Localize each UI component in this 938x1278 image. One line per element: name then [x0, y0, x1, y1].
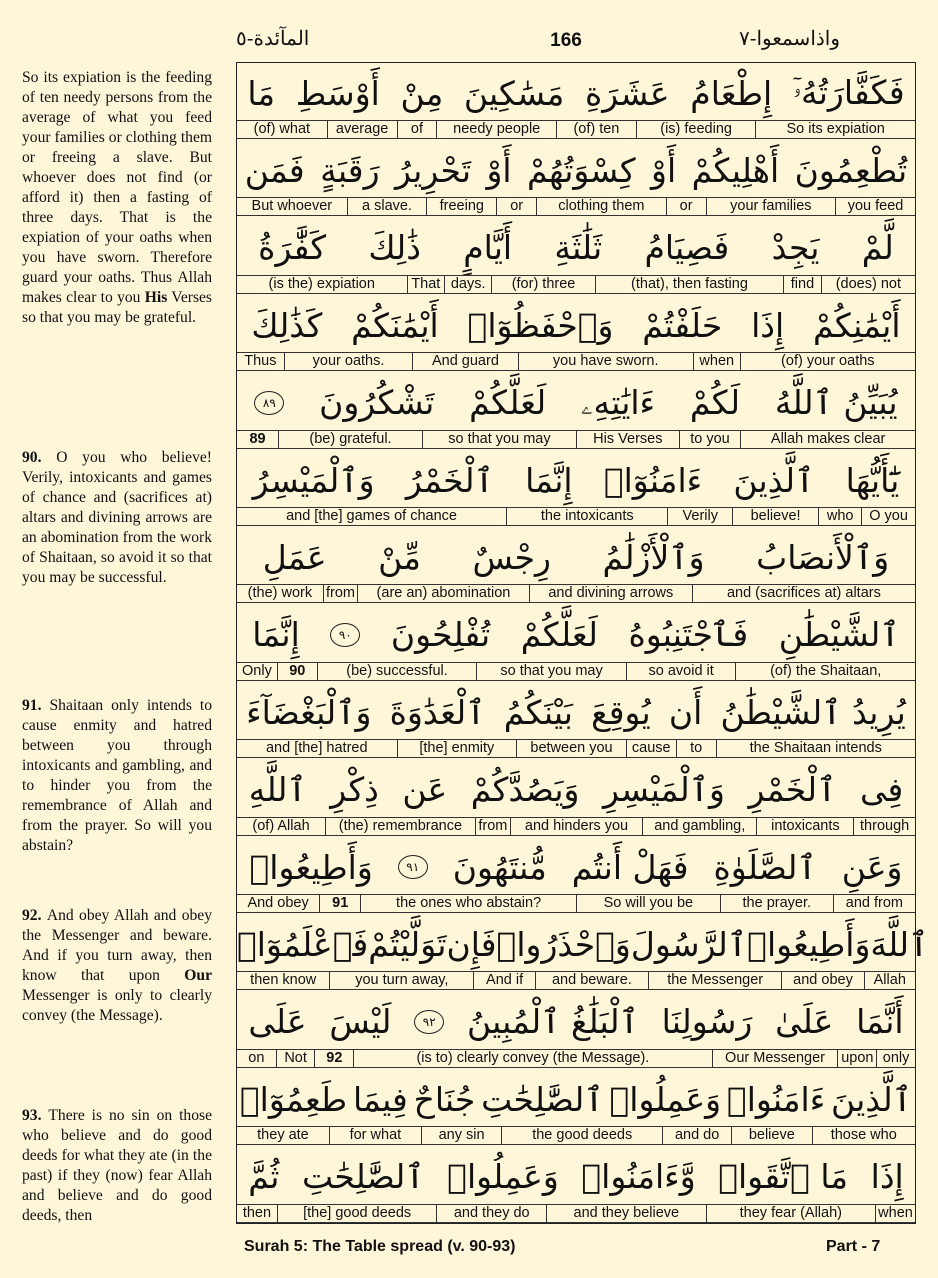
arabic-word: كِسْوَتُهُمْ: [527, 150, 636, 190]
arabic-word: تُطْعِمُونَ: [794, 150, 908, 190]
arabic-word: إِطْعَامُ: [690, 73, 773, 113]
gloss-verse-number: 90: [277, 663, 317, 680]
ayah-end-marker: ٩٠: [330, 623, 360, 647]
gloss-cell: those who: [812, 1127, 915, 1144]
gloss-cell: (of) the Shaitaan,: [735, 663, 914, 680]
arabic-word: فَكَفَّارَتُهُۥٓ: [792, 73, 905, 112]
arabic-word: لَعَلَّكُمْ: [520, 615, 598, 655]
gloss-cell: the prayer.: [720, 895, 833, 912]
ayah-end-marker: ٩١: [398, 855, 428, 879]
gloss-row: [237, 1049, 915, 1068]
gloss-cell: they ate: [257, 1127, 309, 1144]
translation-emphasis: His: [144, 289, 168, 306]
gloss-row: [237, 662, 915, 681]
gloss-cell: when: [875, 1205, 915, 1222]
arabic-word: يُبَيِّنُ ٱللَّهُ: [774, 383, 898, 423]
gloss-cell: to you: [679, 431, 741, 448]
gloss-cell: a slave.: [347, 198, 427, 215]
gloss-cell: (of) Allah: [252, 817, 310, 834]
surah-name-header: المآئدة-٥: [236, 26, 310, 50]
gloss-row: [237, 430, 915, 449]
arabic-word: إِنَّمَا: [252, 615, 300, 655]
arabic-line: [237, 918, 929, 970]
gloss-row: [237, 739, 915, 758]
gloss-cell: cause: [626, 740, 676, 757]
gloss-cell: So its expiation: [755, 121, 915, 138]
arabic-line: [237, 996, 915, 1048]
gloss-cell: So will you be: [576, 895, 720, 912]
arabic-word: مَسَٰكِينَ: [463, 73, 565, 113]
gloss-cell: O you: [861, 508, 915, 525]
word-by-word-grid: [236, 62, 929, 1224]
gloss-cell: then: [242, 1204, 272, 1221]
gloss-cell: and they do: [436, 1205, 546, 1222]
gloss-cell: any sin: [421, 1127, 501, 1144]
arabic-line: [237, 67, 915, 119]
gloss-cell: of: [397, 121, 437, 138]
gloss-cell: (be) successful.: [317, 663, 477, 680]
gloss-row: [237, 120, 915, 139]
gloss-cell: so that you may: [476, 663, 626, 680]
arabic-line: [237, 222, 915, 274]
gloss-verse-number: 89: [249, 430, 266, 447]
arabic-word: إِذَا: [870, 1157, 904, 1197]
gloss-cell: clothing them: [536, 198, 666, 215]
arabic-word: لَّمْ: [861, 228, 894, 268]
gloss-cell: and gambling,: [642, 818, 756, 835]
arabic-word: تَحْرِيرُ: [394, 150, 472, 190]
arabic-word: ثَلَٰثَةِ: [554, 228, 603, 268]
arabic-word: ٱلْعَدَٰوَةَ: [389, 692, 486, 732]
gloss-cell: then know: [250, 972, 317, 989]
arabic-word: عَمَلِ: [262, 537, 327, 577]
arabic-word: فَهَلْ أَنتُم: [571, 847, 689, 887]
arabic-word: ٱلصَّلَوٰةِ: [713, 847, 817, 887]
gloss-verse-number: 91: [319, 895, 360, 912]
gloss-cell: And obey: [247, 895, 309, 911]
arabic-word: ءَايَٰتِهِۦ: [581, 382, 656, 422]
gloss-cell: Only: [242, 662, 272, 679]
arabic-word: ذَٰلِكَ: [368, 228, 421, 268]
gloss-cell: or: [496, 198, 536, 215]
arabic-word: وَٱلْمَيْسِرِ: [602, 770, 725, 810]
arabic-word: مَا ٱتَّقَوا۟: [718, 1157, 849, 1197]
arabic-word: كَفَّٰرَةُ: [258, 228, 327, 268]
gloss-cell: upon: [837, 1050, 876, 1067]
gloss-cell: believe: [731, 1127, 811, 1144]
surah-footer: Surah 5: The Table spread (v. 90-93): [244, 1238, 516, 1255]
arabic-word: يَجِدْ: [771, 228, 820, 268]
juz-name-header: واذاسمعوا-٧: [738, 26, 840, 50]
gloss-row: [237, 1126, 915, 1145]
gloss-cell: Verily: [667, 508, 732, 525]
arabic-word: طَعِمُوٓا۟: [239, 1079, 348, 1119]
translation-paragraph: [22, 906, 212, 1026]
ayah-end-marker: ٩٢: [414, 1010, 444, 1034]
arabic-word: أَيْمَٰنَكُمْ: [351, 305, 439, 345]
arabic-word: وَّءَامَنُوا۟: [581, 1157, 696, 1197]
gloss-cell: from: [323, 585, 357, 602]
gloss-row: [237, 584, 915, 603]
translation-text: O you who believe! Verily, intoxicants and games of chance and (sacrifices at) altars and divining arrows are an abomination from the work of Shaitaan, so avoid it so that you may be successful.: [22, 449, 212, 586]
verse-number: 93.: [22, 1107, 49, 1124]
arabic-line: [237, 454, 915, 506]
arabic-word: فَمَن: [244, 150, 305, 190]
translation-text: Messenger is only to clearly convey (the Message).: [22, 987, 212, 1024]
gloss-row: [237, 817, 915, 836]
gloss-cell: And guard: [412, 353, 517, 370]
gloss-cell: when: [693, 353, 740, 370]
arabic-word: عَن: [402, 770, 448, 810]
arabic-word: حَلَفْتُمْ: [642, 305, 723, 345]
arabic-word: عَلَى: [248, 1002, 307, 1042]
arabic-word: وَأَطِيعُوا۟: [249, 847, 373, 887]
arabic-word: وَعَمِلُوا۟: [609, 1079, 722, 1119]
translation-paragraph: [22, 1106, 212, 1226]
gloss-cell: (the) work: [247, 585, 313, 602]
arabic-word: فَٱجْتَنِبُوهُ: [628, 615, 749, 655]
gloss-cell: for what: [329, 1127, 421, 1144]
arabic-word: فَٱعْلَمُوٓا۟: [237, 924, 369, 964]
gloss-cell: (be) grateful.: [278, 431, 422, 448]
gloss-row: [237, 197, 915, 216]
arabic-word: أَيَّامٍ: [463, 228, 513, 268]
arabic-word: أَن: [668, 692, 703, 732]
gloss-cell: the Shaitaan intends: [716, 740, 915, 757]
gloss-row: [237, 352, 915, 371]
arabic-line: [237, 1151, 915, 1203]
arabic-line: [237, 299, 915, 351]
gloss-cell: find: [783, 276, 821, 293]
arabic-word: ٱلْخَمْرِ: [748, 770, 837, 810]
arabic-word: وَأَطِيعُوا۟: [747, 924, 871, 964]
gloss-cell: (of) your oaths: [740, 353, 915, 370]
verse-number: 90.: [22, 449, 57, 466]
gloss-cell: and they believe: [546, 1205, 706, 1222]
gloss-cell: Allah makes clear: [740, 431, 915, 448]
arabic-word: فِيمَا: [352, 1079, 408, 1119]
arabic-word: ٱلْخَمْرُ: [405, 460, 494, 500]
arabic-word: جُنَاحٌ: [413, 1079, 476, 1119]
gloss-cell: And if: [473, 972, 535, 989]
arabic-word: وَٱحْفَظُوٓا۟: [467, 305, 614, 345]
arabic-word: ٱللَّهَ: [870, 924, 929, 964]
gloss-cell: and from: [833, 895, 915, 912]
gloss-cell: Not: [276, 1050, 315, 1067]
arabic-word: ءَامَنُوا۟: [726, 1079, 826, 1119]
gloss-cell: and (sacrifices at) altars: [692, 585, 915, 602]
arabic-word: أَوْ: [486, 150, 512, 190]
arabic-word: إِنَّمَا: [525, 460, 573, 500]
arabic-word: يُرِيدُ ٱلشَّيْطَٰنُ: [720, 692, 906, 732]
arabic-word: وَعَنِ: [841, 847, 903, 887]
arabic-line: [237, 609, 915, 661]
arabic-word: أَوْسَطِ: [295, 73, 380, 113]
gloss-cell: That: [407, 276, 445, 293]
part-footer: Part - 7: [826, 1238, 881, 1255]
arabic-word: تُفْلِحُونَ: [390, 615, 491, 655]
arabic-word: تَوَلَّيْتُمْ: [368, 924, 447, 964]
arabic-word: بَيْنَكُمُ: [503, 692, 573, 732]
gloss-cell: you have sworn.: [518, 353, 693, 370]
gloss-cell: freeing: [426, 198, 496, 215]
arabic-word: وَعَمِلُوا۟: [447, 1157, 559, 1197]
gloss-cell: and do: [662, 1127, 731, 1144]
arabic-word: ءَامَنُوٓا۟: [603, 460, 703, 500]
arabic-word: عَشَرَةِ: [585, 73, 670, 113]
gloss-cell: and beware.: [535, 972, 648, 989]
gloss-cell: But whoever: [251, 198, 333, 215]
gloss-cell: they fear (Allah): [706, 1205, 876, 1222]
arabic-word: فَإِن: [446, 924, 497, 964]
arabic-word: تَشْكُرُونَ: [319, 383, 435, 423]
gloss-cell: you turn away,: [329, 972, 473, 989]
arabic-word: رِجْسٌ: [472, 537, 551, 577]
arabic-word: وَيَصُدَّكُمْ: [470, 770, 580, 810]
arabic-word: ٱلرَّسُولَ: [630, 924, 748, 964]
verse-number: 92.: [22, 907, 47, 924]
translation-text: Shaitaan only intends to cause enmity and hatred between you through intoxicants and gambling, and to hinder you from the remembrance of Allah and from the prayer. So will you abstain?: [22, 697, 212, 854]
arabic-line: [237, 764, 915, 816]
gloss-row: [237, 1204, 915, 1223]
arabic-word: فِى: [859, 770, 904, 810]
gloss-cell: and obey: [781, 972, 863, 989]
arabic-word: يَٰٓأَيُّهَا: [845, 460, 900, 500]
arabic-word: كَذَٰلِكَ: [251, 305, 323, 345]
arabic-word: ٱلشَّيْطَٰنِ: [778, 615, 900, 655]
translation-paragraph: [22, 448, 212, 588]
arabic-word: لَكُمْ: [689, 383, 741, 423]
arabic-line: [237, 377, 915, 429]
gloss-cell: or: [666, 198, 706, 215]
arabic-word: فَصِيَامُ: [644, 228, 730, 268]
gloss-cell: (for) three: [491, 276, 595, 293]
gloss-row: [237, 971, 915, 990]
arabic-word: أَنَّمَا: [856, 1002, 904, 1042]
translation-text: And obey Allah and obey the Messenger and beware. And if you turn away, then know that upon: [22, 907, 213, 984]
arabic-line: [237, 531, 915, 583]
gloss-cell: only: [876, 1050, 915, 1067]
arabic-line: [237, 144, 915, 196]
gloss-cell: (is) feeding: [636, 121, 756, 138]
gloss-cell: through: [853, 818, 915, 835]
gloss-cell: between you: [516, 740, 626, 757]
arabic-word: ٱلصَّٰلِحَٰتِ: [481, 1079, 604, 1119]
gloss-cell: Thus: [244, 353, 277, 370]
arabic-word: رَقَبَةٍ: [320, 150, 380, 190]
arabic-word: ٱلَّذِينَ: [831, 1079, 913, 1119]
arabic-line: [237, 686, 915, 738]
gloss-cell: [the] enmity: [397, 740, 517, 757]
gloss-cell: on: [248, 1049, 265, 1066]
gloss-cell: from: [475, 818, 510, 835]
translation-emphasis: Our: [184, 967, 212, 984]
gloss-cell: so that you may: [422, 431, 576, 448]
translation-text: So its expiation is the feeding of ten needy persons from the average of what you feed your families or clothing them or freeing a slave. But whoever does not find (or afford it) then a fasting of three days. That is the expiation of your oaths when you have sworn. Therefore guard your oaths. Thus Allah makes clear to you: [22, 69, 212, 306]
gloss-row: [237, 507, 915, 526]
arabic-word: إِذَا: [751, 305, 785, 345]
arabic-word: مِّنْ: [378, 537, 421, 577]
arabic-word: أَهْلِيكُمْ: [691, 150, 780, 190]
translation-text: There is no sin on those who believe and do good deeds for what they ate (in the past) if they (now) fear Allah and believe and do good deeds, then: [22, 1107, 212, 1224]
gloss-row: [237, 894, 915, 913]
gloss-verse-number: 92: [314, 1050, 353, 1067]
gloss-cell: the good deeds: [501, 1127, 662, 1144]
gloss-cell: average: [327, 121, 397, 138]
gloss-cell: the Messenger: [648, 972, 782, 989]
gloss-cell: (is the) expiation: [268, 275, 375, 292]
gloss-cell: intoxicants: [756, 818, 853, 835]
arabic-word: وَٱلْأَنصَابُ: [756, 537, 890, 577]
arabic-word: ٱلصَّٰلِحَٰتِ: [301, 1157, 425, 1197]
arabic-word: ثُمَّ: [248, 1157, 280, 1197]
arabic-word: أَيْمَٰنِكُمْ: [812, 305, 901, 345]
arabic-word: عَلَىٰ: [775, 1002, 834, 1042]
translation-text: Verses so that you may be grateful.: [22, 289, 212, 326]
gloss-cell: and [the] hatred: [265, 740, 368, 757]
page-number: 166: [550, 30, 582, 51]
arabic-word: مُّنتَهُونَ: [452, 847, 547, 887]
gloss-cell: the ones who abstain?: [360, 895, 576, 912]
arabic-word: رَسُولِنَا: [661, 1002, 753, 1042]
translation-paragraph: [22, 68, 212, 328]
arabic-word: مَا: [247, 73, 276, 113]
arabic-word: أَوْ: [651, 150, 677, 190]
gloss-cell: who: [818, 508, 861, 525]
gloss-cell: His Verses: [576, 431, 679, 448]
arabic-line: [237, 841, 915, 893]
gloss-cell: (does) not: [821, 276, 915, 293]
gloss-cell: needy people: [436, 121, 556, 138]
arabic-word: ذِكْرِ: [330, 770, 379, 810]
gloss-cell: and divining arrows: [529, 585, 692, 602]
gloss-cell: (are an) abomination: [357, 585, 529, 602]
gloss-cell: (is to) clearly convey (the Message).: [353, 1050, 711, 1067]
gloss-cell: you feed: [835, 198, 915, 215]
gloss-cell: your oaths.: [284, 353, 413, 370]
gloss-cell: (the) remembrance: [325, 818, 475, 835]
gloss-cell: the intoxicants: [506, 508, 667, 525]
gloss-cell: (of) what: [253, 121, 311, 137]
ayah-end-marker: ٨٩: [254, 391, 284, 415]
arabic-word: ٱلْبَلَٰغُ ٱلْمُبِينُ: [467, 1002, 639, 1042]
gloss-cell: days.: [444, 276, 491, 293]
arabic-word: وَٱلْمَيْسِرُ: [252, 460, 375, 500]
gloss-cell: [the] good deeds: [277, 1205, 437, 1222]
arabic-word: مِنْ: [400, 73, 444, 113]
arabic-word: ٱللَّهِ: [248, 770, 307, 810]
arabic-word: يُوقِعَ: [591, 692, 651, 732]
gloss-cell: (of) ten: [556, 121, 636, 138]
arabic-word: ٱلَّذِينَ: [733, 460, 815, 500]
arabic-word: وَٱلْبَغْضَآءَ: [246, 692, 372, 732]
verse-number: 91.: [22, 697, 50, 714]
gloss-cell: believe!: [732, 508, 818, 525]
gloss-cell: and hinders you: [510, 818, 642, 835]
arabic-word: وَٱلْأَزْلَٰمُ: [602, 537, 705, 577]
gloss-cell: Allah: [864, 972, 915, 989]
arabic-word: لَعَلَّكُمْ: [469, 383, 547, 423]
gloss-cell: (that), then fasting: [595, 276, 783, 293]
gloss-cell: so avoid it: [626, 663, 736, 680]
gloss-cell: your families: [706, 198, 836, 215]
gloss-cell: and [the] games of chance: [286, 508, 457, 524]
translation-paragraph: [22, 696, 212, 856]
arabic-line: [237, 1073, 915, 1125]
arabic-word: لَيْسَ: [329, 1002, 392, 1042]
gloss-cell: to: [676, 740, 716, 757]
arabic-word: وَٱحْذَرُوا۟: [496, 924, 631, 964]
gloss-cell: Our Messenger: [712, 1050, 838, 1067]
gloss-row: [237, 275, 915, 294]
